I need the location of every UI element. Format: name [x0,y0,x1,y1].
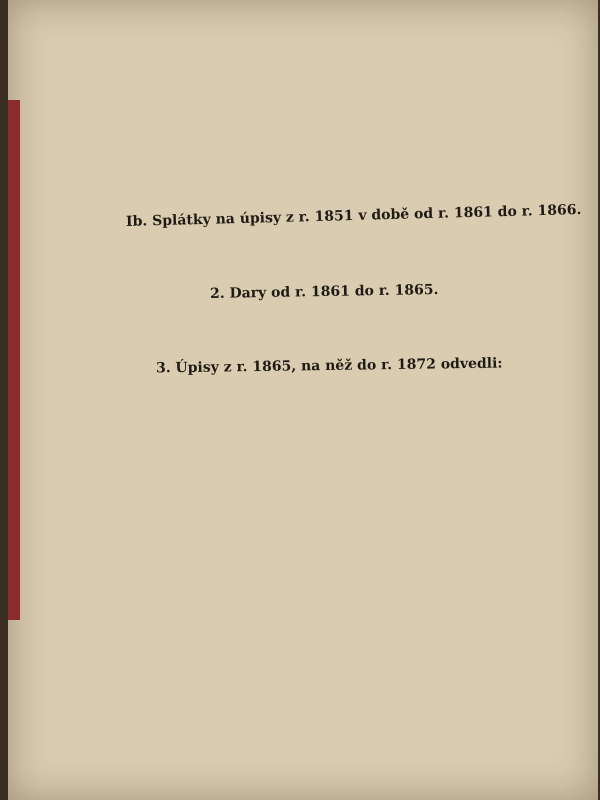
ledger-page [8,0,598,800]
section-ib-title: Ib. Splátky na úpisy z r. 1851 v době od r. 1861 do r. 1866. [125,202,582,230]
section-3-title: 3. Úpisy z r. 1865, na něž do r. 1872 odvedli: [155,355,503,377]
section-2-title: 2. Dary od r. 1861 do r. 1865. [209,282,439,302]
binding-edge [8,100,20,620]
